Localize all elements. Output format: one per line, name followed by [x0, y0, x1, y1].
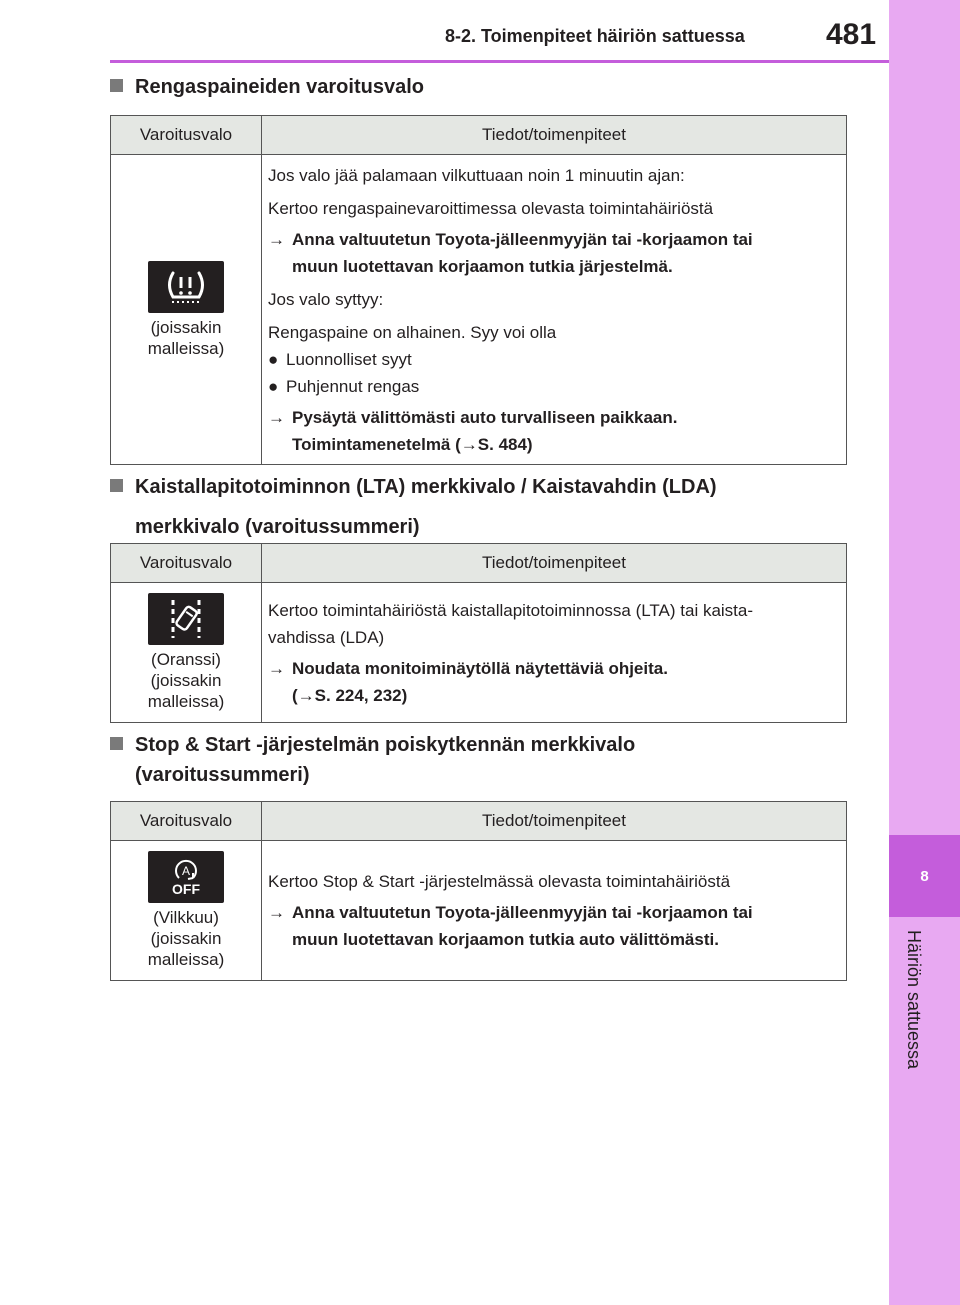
- page-number: 481: [826, 18, 877, 51]
- icon-caption: malleissa): [147, 338, 225, 358]
- info-text: Kertoo Stop & Start -järjestelmässä olevasta toimintahäiriöstä: [268, 872, 731, 891]
- column-header-warning-light: Varoitusvalo: [111, 802, 262, 841]
- column-header-info: Tiedot/toimenpiteet: [262, 802, 847, 841]
- info-text: Kertoo toimintahäiriöstä kaistallapitotoiminnossa (LTA) tai kaista-: [268, 600, 754, 620]
- list-item: ● Luonnolliset syyt: [268, 346, 838, 373]
- info-text: vahdissa (LDA): [268, 627, 385, 647]
- arrow-icon: →: [268, 229, 285, 249]
- tire-pressure-table: [110, 115, 847, 465]
- info-text: Kertoo rengaspainevaroittimessa olevasta toimintahäiriöstä: [268, 198, 714, 218]
- arrow-icon: →: [297, 685, 315, 705]
- square-bullet-icon: [110, 737, 123, 750]
- svg-text:A: A: [181, 864, 191, 878]
- icon-caption: malleissa): [147, 950, 225, 969]
- column-header-info: Tiedot/toimenpiteet: [262, 544, 847, 583]
- chapter-label: Häiriön sattuessa: [904, 930, 924, 1070]
- icon-caption: (Vilkkuu): [153, 908, 219, 927]
- column-header-warning-light: Varoitusvalo: [111, 544, 262, 583]
- stop-start-off-icon: A OFF: [148, 851, 224, 903]
- page-reference-link[interactable]: S. 224, 232): [314, 685, 408, 705]
- action-instruction: → Pysäytä välittömästi auto turvalliseen paikkaan. Toimintamenetelmä (→S. 484): [268, 404, 838, 458]
- icon-caption: (Oranssi): [151, 650, 221, 669]
- arrow-icon: →: [268, 658, 285, 678]
- icon-caption: (joissakin: [150, 317, 222, 337]
- action-instruction: → Anna valtuutetun Toyota-jälleenmyyjän tai -korjaamon tai muun luotettavan korjaamon tutkia järjestelmä.: [268, 226, 838, 280]
- warning-light-cell: [111, 155, 262, 465]
- warning-light-cell: [111, 583, 262, 723]
- lane-departure-icon: [148, 593, 224, 645]
- info-text: Rengaspaine on alhainen. Syy voi olla: [268, 322, 557, 342]
- section-title-stop-start: Stop & Start -järjestelmän poiskytkennän merkkivalo (varoitussummeri): [110, 729, 635, 791]
- arrow-icon: →: [268, 407, 285, 427]
- page-reference-link[interactable]: S. 484): [477, 434, 533, 454]
- stop-start-table: [110, 801, 847, 981]
- arrow-icon: →: [268, 903, 285, 922]
- info-cell: [262, 583, 847, 723]
- column-header-info: Tiedot/toimenpiteet: [262, 116, 847, 155]
- info-cell: [262, 155, 847, 465]
- section-title-lane-assist: Kaistallapitotoiminnon (LTA) merkkivalo / Kaistavahdin (LDA) merkkivalo (varoitussummeri): [110, 471, 717, 543]
- action-instruction: → Noudata monitoiminäytöllä näytettäviä ohjeita. (→S. 224, 232): [268, 655, 838, 709]
- icon-caption: malleissa): [147, 692, 225, 711]
- tire-pressure-warning-icon: [148, 261, 224, 313]
- icon-caption: (joissakin: [150, 929, 222, 948]
- square-bullet-icon: [110, 79, 123, 92]
- column-header-warning-light: Varoitusvalo: [111, 116, 262, 155]
- icon-caption: (joissakin: [150, 671, 222, 690]
- list-item: ● Puhjennut rengas: [268, 373, 838, 400]
- lane-assist-table: [110, 543, 847, 723]
- chapter-side-tab: [889, 0, 960, 1305]
- section-header: 8-2. Toimenpiteet häiriön sattuessa: [445, 26, 745, 46]
- section-title-tire-pressure: Rengaspaineiden varoitusvalo: [110, 71, 424, 103]
- bullet-icon: ●: [268, 376, 279, 396]
- warning-light-cell: [111, 841, 262, 981]
- chapter-number: 8: [889, 835, 960, 917]
- arrow-icon: →: [460, 434, 478, 454]
- action-instruction: → Anna valtuutetun Toyota-jälleenmyyjän tai -korjaamon tai muun luotettavan korjaamon tutkia auto välittömästi.: [268, 899, 838, 953]
- square-bullet-icon: [110, 479, 123, 492]
- header-divider: [110, 60, 889, 63]
- info-text: Jos valo jää palamaan vilkuttuaan noin 1 minuutin ajan:: [268, 165, 685, 185]
- bullet-icon: ●: [268, 349, 279, 369]
- info-cell: [262, 841, 847, 981]
- info-text: Jos valo syttyy:: [268, 289, 384, 309]
